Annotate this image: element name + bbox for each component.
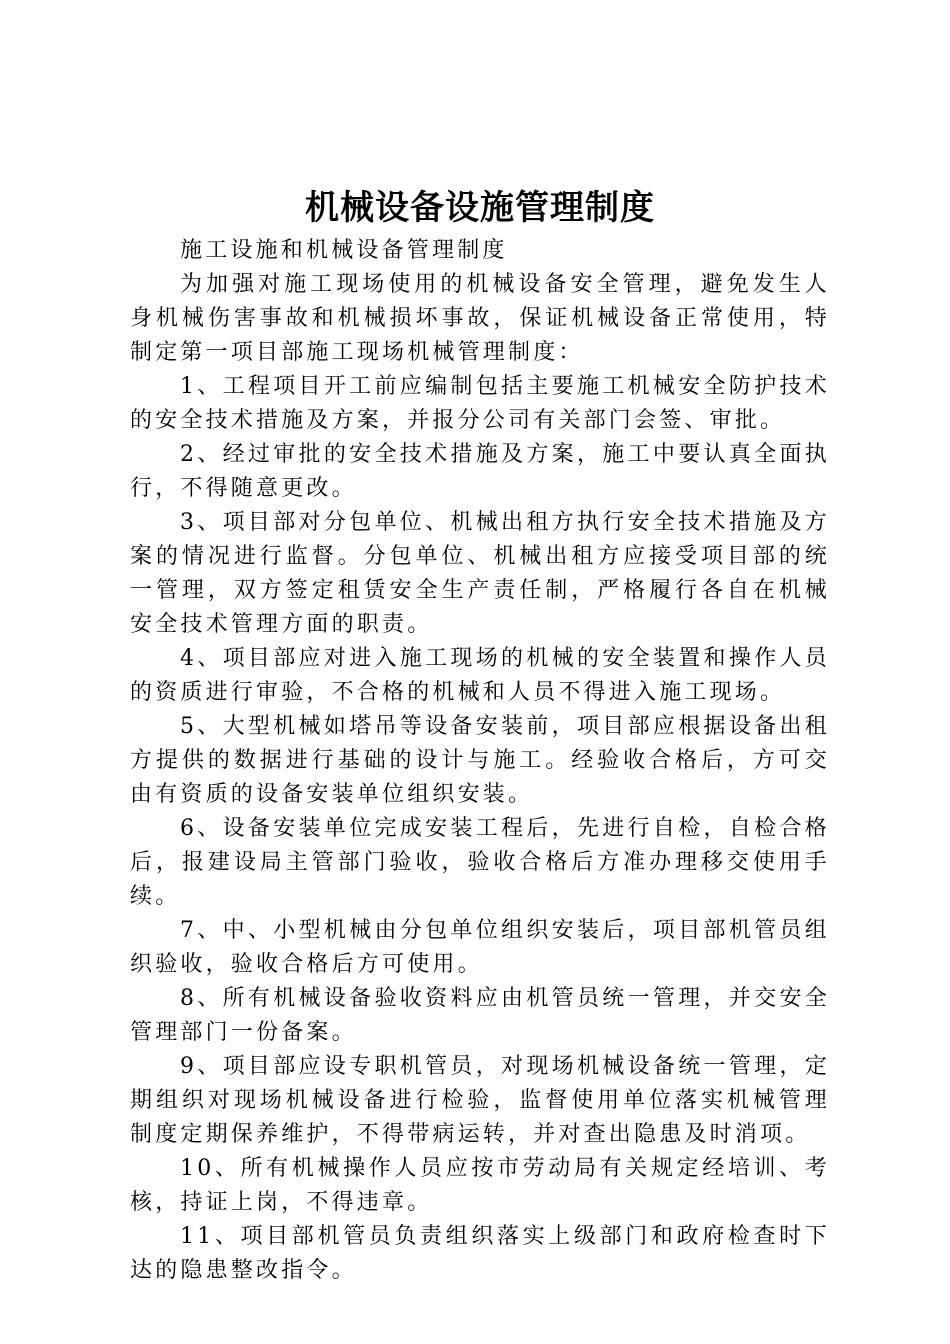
paragraph-item-7: 7、中、小型机械由分包单位组织安装后，项目部机管员组织验收，验收合格后方可使用。 — [130, 918, 830, 977]
document-body — [130, 234, 830, 1288]
paragraph-intro: 为加强对施工现场使用的机械设备安全管理，避免发生人身机械伤害事故和机械损坏事故，保证机械设备正常使用，特制定第一项目部施工现场机械管理制度： — [130, 272, 830, 365]
paragraph-item-5: 5、大型机械如塔吊等设备安装前，项目部应根据设备出租方提供的数据进行基础的设计与施工。经验收合格后，方可交由有资质的设备安装单位组织安装。 — [130, 714, 830, 807]
paragraph-item-3: 3、项目部对分包单位、机械出租方执行安全技术措施及方案的情况进行监督。分包单位、机械出租方应接受项目部的统一管理，双方签定租赁安全生产责任制，严格履行各自在机械安全技术管理方面的职责。 — [130, 510, 830, 637]
paragraph-item-6: 6、设备安装单位完成安装工程后，先进行自检，自检合格后，报建设局主管部门验收，验收合格后方准办理移交使用手续。 — [130, 816, 830, 909]
paragraph-item-8: 8、所有机械设备验收资料应由机管员统一管理，并交安全管理部门一份备案。 — [130, 986, 830, 1045]
paragraph-item-4: 4、项目部应对进入施工现场的机械的安全装置和操作人员的资质进行审验，不合格的机械和人员不得进入施工现场。 — [130, 646, 830, 705]
paragraph-item-11: 11、项目部机管员负责组织落实上级部门和政府检查时下达的隐患整改指令。 — [130, 1224, 830, 1283]
paragraph-item-2: 2、经过审批的安全技术措施及方案，施工中要认真全面执行，不得随意更改。 — [130, 442, 830, 501]
paragraph-subtitle: 施工设施和机械设备管理制度 — [180, 238, 508, 263]
paragraph-item-9: 9、项目部应设专职机管员，对现场机械设备统一管理，定期组织对现场机械设备进行检验，监督使用单位落实机械管理制度定期保养维护，不得带病运转，并对查出隐患及时消项。 — [130, 1054, 830, 1147]
paragraph-item-1: 1、工程项目开工前应编制包括主要施工机械安全防护技术的安全技术措施及方案，并报分公司有关部门会签、审批。 — [130, 374, 830, 433]
paragraph-item-10: 10、所有机械操作人员应按市劳动局有关规定经培训、考核，持证上岗，不得违章。 — [130, 1156, 830, 1215]
document-title: 机械设备设施管理制度 — [305, 188, 655, 228]
